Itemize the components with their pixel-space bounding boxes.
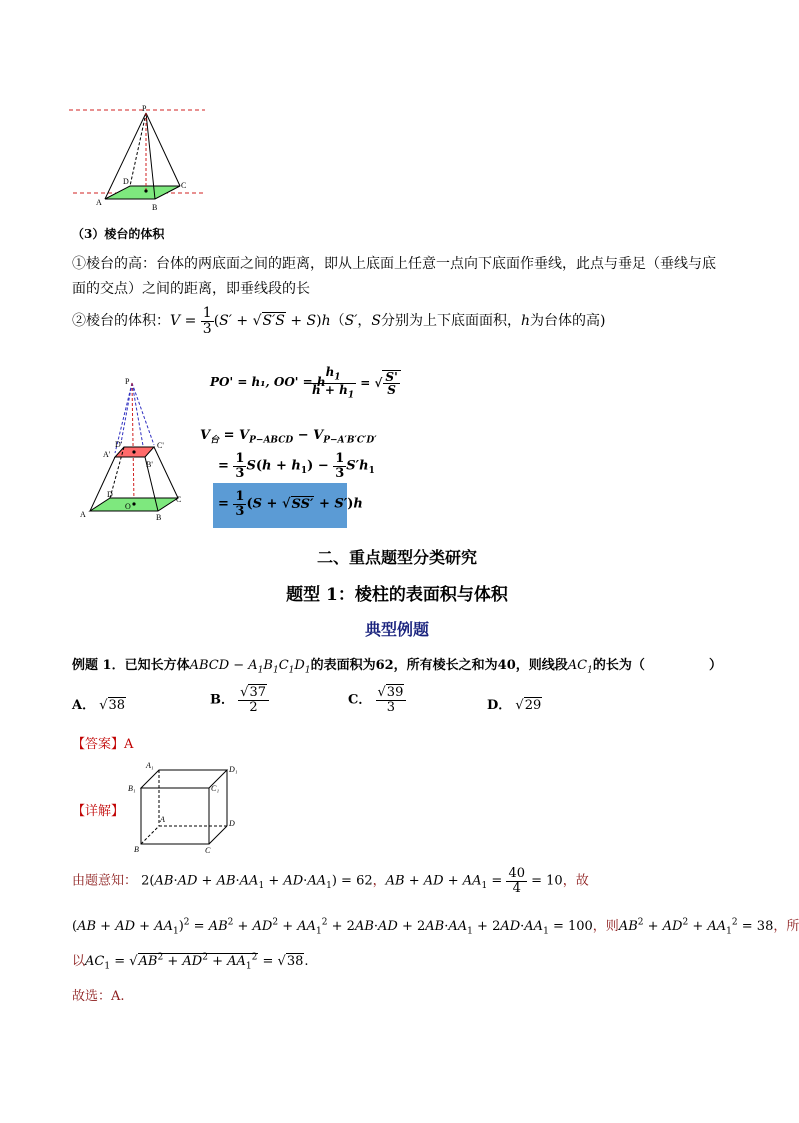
label-c-cuboid: C <box>205 846 211 855</box>
label-c1: C' <box>157 441 164 450</box>
solution-line3-prefix: 以 <box>72 954 86 969</box>
label-a1: A' <box>103 450 111 459</box>
label-b: B <box>152 203 158 212</box>
frustum-volume-line2: = $\frac{1}{3}$ $S(h + h_1)$ − $\frac{1}{3}$ $S'h_1$ <box>218 451 375 481</box>
solution-prefix: 由题意知： <box>72 873 138 889</box>
label-c: C <box>181 181 187 190</box>
label-d: D <box>123 177 129 186</box>
solution-line1: 由题意知： $2(AB\cdot AD + AB\cdot AA_1 + AD\cdot AA_1) = 62$，AB + AD + $AA_1$ = $\frac{40}{4}$ = 10，故 <box>72 866 589 896</box>
option-c[interactable]: C． $\frac{√39}{3}$ <box>348 686 406 714</box>
example1-end: ） <box>708 658 722 673</box>
label-d2: D <box>107 490 113 499</box>
frustum-volume-line1: $V_台 = V_{P-ABCD} - V_{P-A'B'C'D'}$ <box>200 428 377 446</box>
cuboid-figure <box>125 760 240 855</box>
item2-suffix: 为台体的高) <box>530 313 606 330</box>
frustum-volume-line3: = $\frac{1}{3}$ (S + √SS′ + S′)h <box>218 489 363 519</box>
solution-line1-end: ，故 <box>562 873 589 889</box>
item2-prefix: ②棱台的体积： <box>72 313 170 330</box>
solution-eq1: = 62 <box>341 873 373 889</box>
vlabel: V <box>200 428 211 443</box>
label-c2: C <box>176 495 182 504</box>
option-a[interactable]: A． √38 <box>72 698 126 713</box>
label-b1-cuboid: B₁ <box>128 784 136 793</box>
label-a: A <box>96 198 102 207</box>
label-b2: B <box>156 513 162 522</box>
example1-mid1: 的表面积为62，所有棱长之和为40，则线段 <box>310 658 568 673</box>
label-d-cuboid: D <box>229 819 235 828</box>
label-o: O <box>125 502 131 511</box>
vsub: 台 <box>210 435 220 446</box>
label-a1-cuboid: A₁ <box>146 761 154 770</box>
option-c-label: C． <box>348 692 372 708</box>
section2-title: 二、重点题型分类研究 <box>316 548 477 567</box>
solution-line2: (AB + AD + $AA_1)^2 = AB^2 + AD^2 + AA_1^2 + 2AB\cdot AD + 2AB\cdot AA_1 + 2AD\cdot AA_1 = 100$，则$AB^2 + AD^2 + AA_1^2 = 38$，所 <box>72 917 799 937</box>
option-a-label: A． <box>72 698 96 713</box>
conclusion: 故选：A. <box>72 989 125 1004</box>
item1-cont: 面的交点）之间的距离，即垂线段的长 <box>72 281 310 297</box>
frustum-figure <box>70 375 195 520</box>
option-b[interactable]: B． $\frac{√37}{2}$ <box>210 686 269 714</box>
example-header: 典型例题 <box>364 620 429 639</box>
example1-mid2: 的长为（ <box>592 658 645 673</box>
option-b-label: B． <box>210 692 234 708</box>
item1-text: ①棱台的高：台体的两底面之间的距离，即从上底面上任意一点向下底面作垂线，此点与垂足（垂线与底 <box>72 256 716 272</box>
label-a-cuboid: A <box>160 815 165 824</box>
section3-title: （3）棱台的体积 <box>72 227 165 241</box>
label-a2: A <box>80 510 86 519</box>
frustum-ratio: $\frac{h_1}{h + h_1}$ = √ $\frac{S'}{S}$ <box>310 366 401 401</box>
label-b1: B' <box>146 460 153 469</box>
example1-question: 例题 1．已知长方体ABCD − $A_1B_1C_1D_1$的表面积为62，所有棱长之和为40，则线段$AC_1$的长为（ ） <box>72 654 722 676</box>
option-d[interactable]: D． √29 <box>487 698 542 713</box>
answer-label: 【答案】A <box>72 737 134 752</box>
solution-line2-end: ，所 <box>773 919 799 934</box>
label-d1: D' <box>115 440 123 449</box>
item2-mid: 分别为上下底面面积， <box>380 313 521 330</box>
label-p: P <box>142 104 147 113</box>
label-c1-cuboid: C₁ <box>211 784 220 793</box>
solution-eq2: = 10 <box>531 873 563 889</box>
option-d-label: D． <box>487 698 512 713</box>
label-d1-cuboid: D₁ <box>229 765 238 774</box>
topic1-title: 题型 1：棱柱的表面积与体积 <box>286 585 508 605</box>
frustum-formula1: PO' = h₁, OO' = h <box>210 375 326 389</box>
label-b-cuboid: B <box>134 845 139 854</box>
pyramid-figure <box>65 103 215 213</box>
detail-label: 【详解】 <box>72 804 125 819</box>
solution-line3: 以$AC_1 = √AB^2 + AD^2 + AA_1^2 = √38$. <box>72 952 309 972</box>
solution-line2-mid: ，则 <box>592 919 619 934</box>
formula-v: V <box>170 313 181 330</box>
label-p2: P <box>125 377 130 386</box>
item2-formula-line: ②棱台的体积：V = $\frac{1}{3}$ (S′ + √S′S + S)h（S′，S分别为上下底面面积，h为台体的高) <box>72 305 606 337</box>
example1-prefix: 例题 1．已知长方体 <box>72 658 190 673</box>
